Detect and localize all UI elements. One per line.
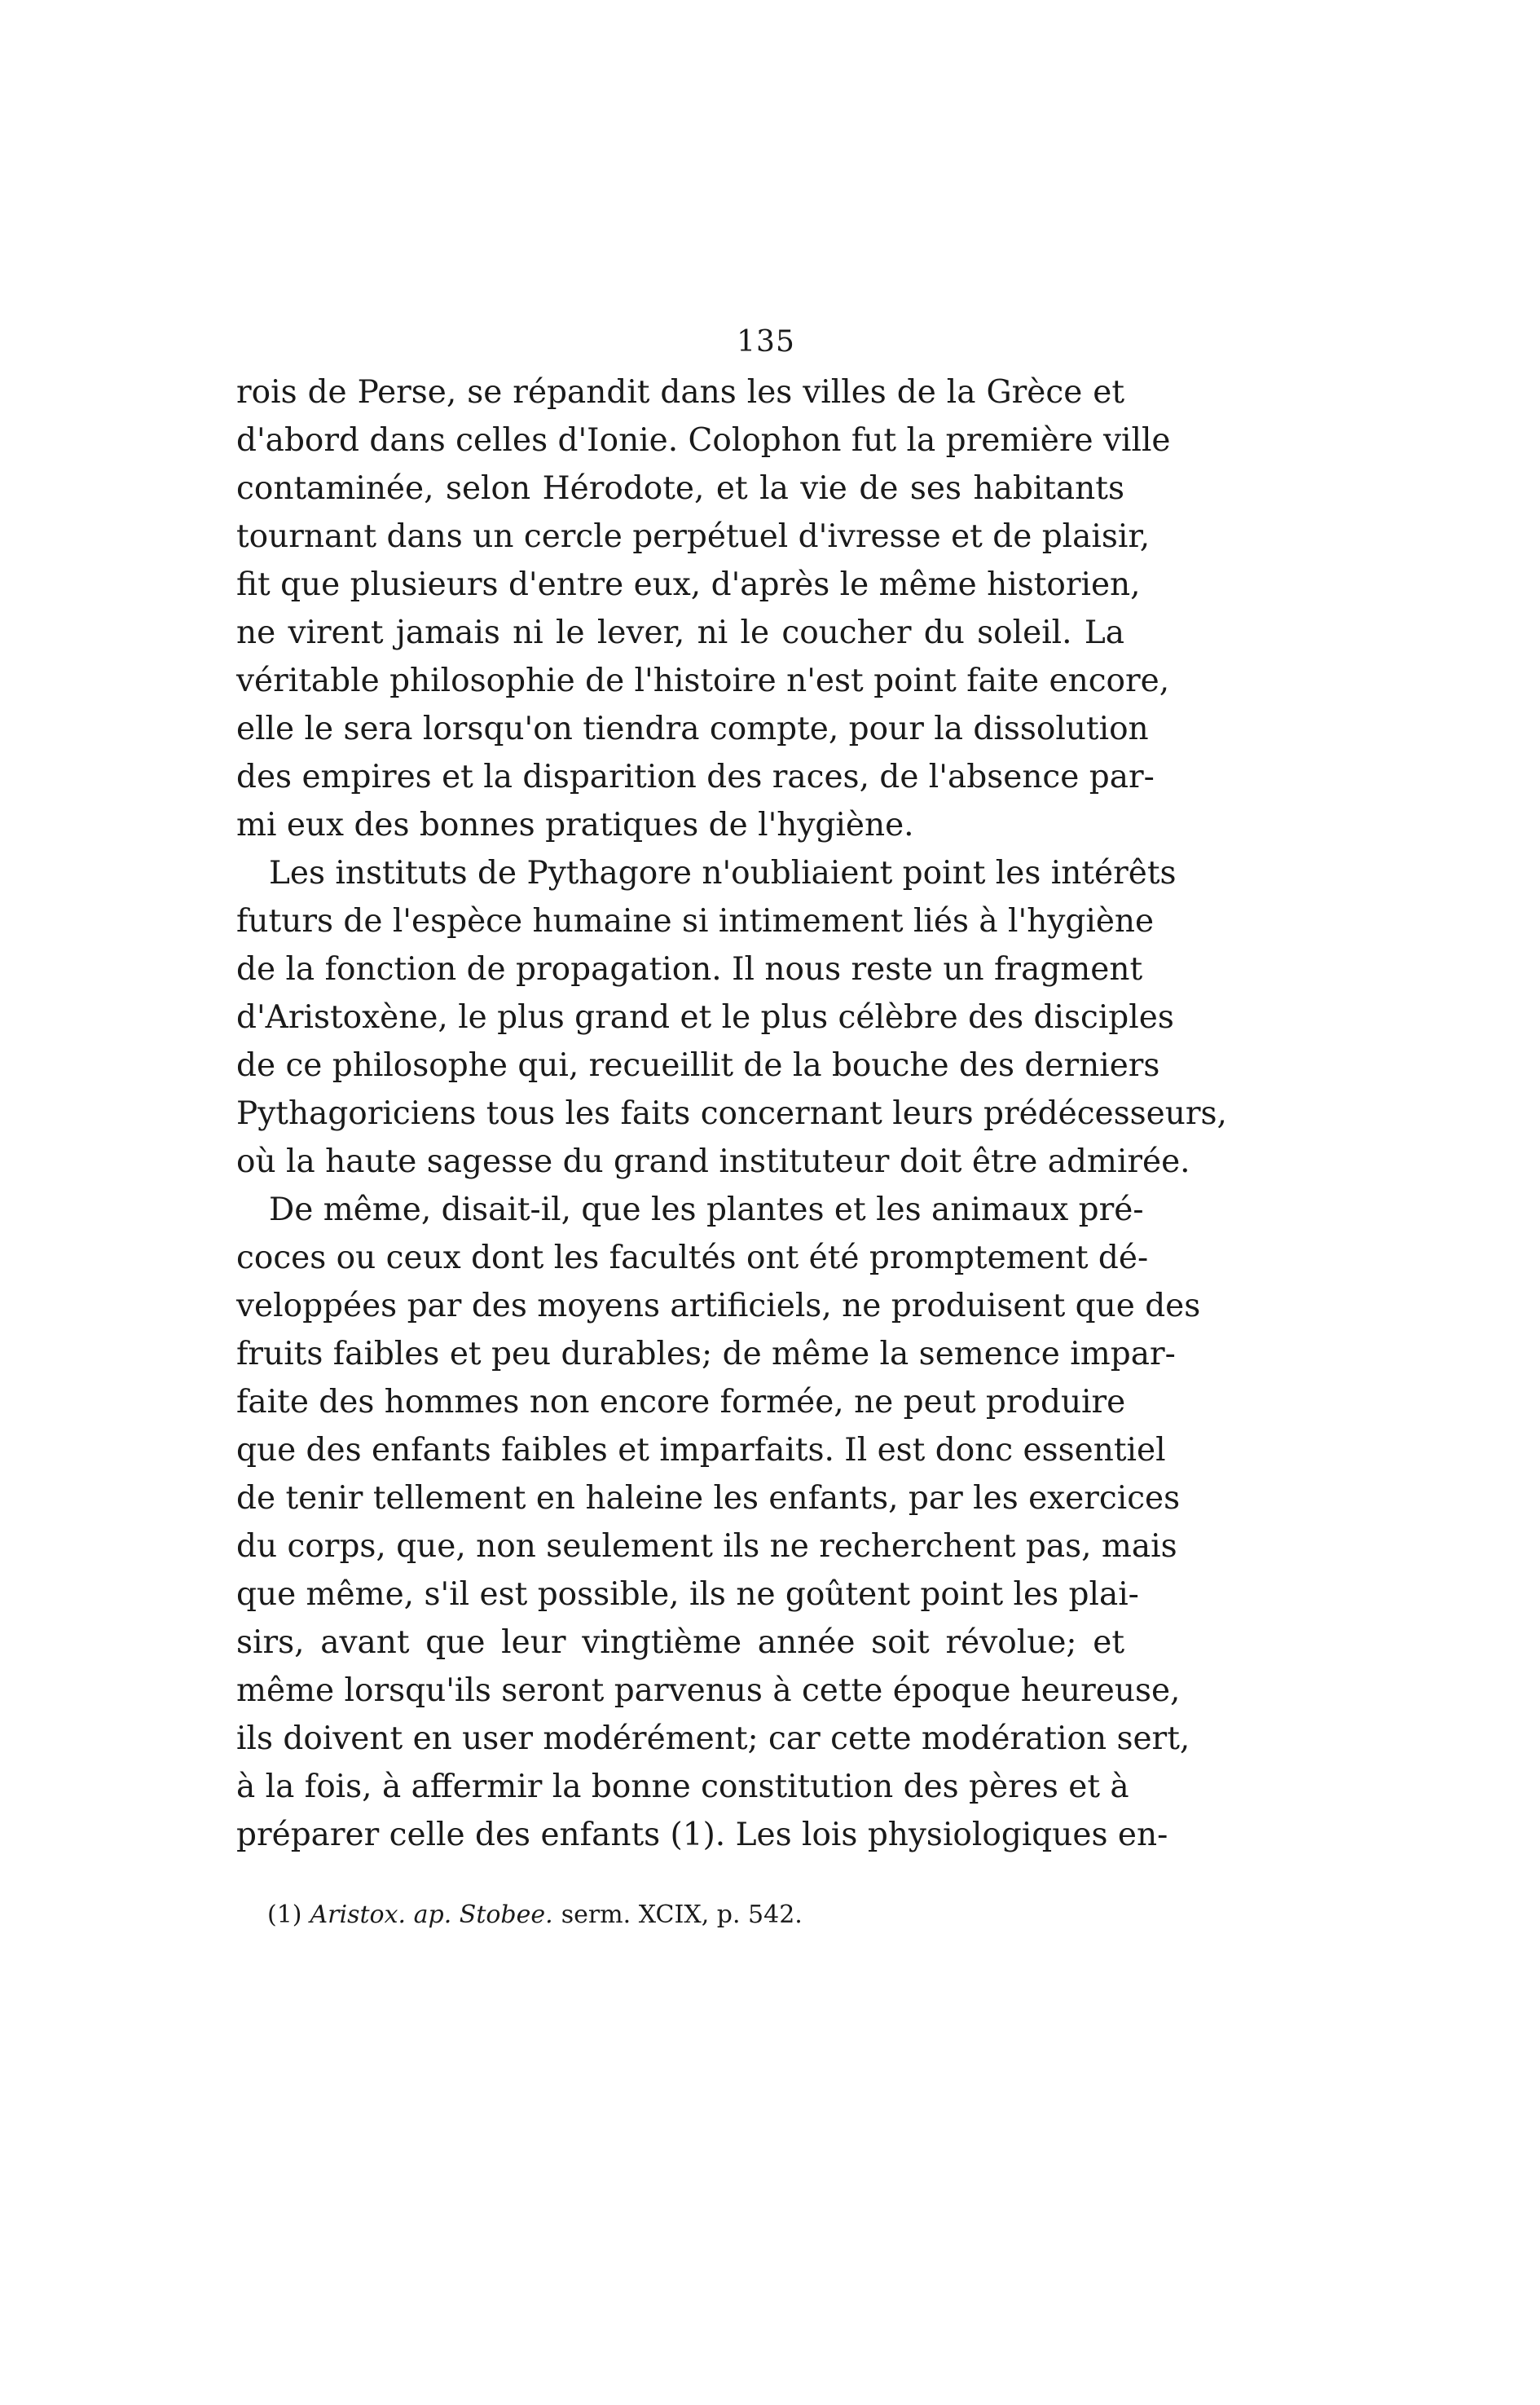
text-line: ne virent jamais ni le lever, ni le coucher du soleil. La bbox=[236, 614, 1124, 651]
text-line: mi eux des bonnes pratiques de l'hygiène. bbox=[236, 807, 914, 844]
paragraph-1 bbox=[236, 368, 1171, 849]
text-line: rois de Perse, se répandit dans les villes de la Grèce et bbox=[236, 374, 1124, 411]
page-number: 135 bbox=[737, 325, 795, 359]
text-line: des empires et la disparition des races, de l'absence par- bbox=[236, 759, 1155, 795]
text-line: que même, s'il est possible, ils ne goûtent point les plai- bbox=[236, 1576, 1139, 1613]
text-line: contaminée, selon Hérodote, et la vie de ses habitants bbox=[236, 470, 1124, 507]
text-line: tournant dans un cercle perpétuel d'ivresse et de plaisir, bbox=[236, 518, 1151, 555]
footnote-marker: (1) bbox=[267, 1901, 302, 1929]
paragraph-3 bbox=[236, 1186, 1201, 1859]
text-line: elle le sera lorsqu'on tiendra compte, pour la dissolution bbox=[236, 711, 1149, 747]
text-line: d'abord dans celles d'Ionie. Colophon fut la première ville bbox=[236, 422, 1171, 459]
text-line: de tenir tellement en haleine les enfants, par les exercices bbox=[236, 1480, 1181, 1517]
footnote-reference: serm. XCIX, p. 542. bbox=[561, 1901, 803, 1929]
text-line: fit que plusieurs d'entre eux, d'après le même historien, bbox=[236, 566, 1141, 603]
text-line: faite des hommes non encore formée, ne peut produire bbox=[236, 1384, 1126, 1421]
text-line: du corps, que, non seulement ils ne recherchent pas, mais bbox=[236, 1528, 1177, 1565]
text-line: véritable philosophie de l'histoire n'est point faite encore, bbox=[236, 663, 1170, 699]
footnote-author: Aristox. ap. Stobee. bbox=[310, 1901, 553, 1929]
body-text bbox=[236, 368, 1227, 1859]
text-line: de ce philosophe qui, recueillit de la bouche des derniers bbox=[236, 1047, 1160, 1084]
text-line: Les instituts de Pythagore n'oubliaient point les intérêts bbox=[269, 855, 1177, 892]
text-line: veloppées par des moyens artificiels, ne produisent que des bbox=[236, 1288, 1201, 1324]
paragraph-2 bbox=[236, 849, 1227, 1186]
text-line: même lorsqu'ils seront parvenus à cette époque heureuse, bbox=[236, 1672, 1181, 1709]
text-line: que des enfants faibles et imparfaits. Il est donc essentiel bbox=[236, 1432, 1166, 1469]
text-line: sirs, avant que leur vingtième année soit révolue; et bbox=[236, 1624, 1124, 1661]
text-line: ils doivent en user modérément; car cette modération sert, bbox=[236, 1720, 1190, 1757]
text-line: où la haute sagesse du grand instituteur doit être admirée. bbox=[236, 1143, 1190, 1180]
text-line: de la fonction de propagation. Il nous reste un fragment bbox=[236, 951, 1143, 988]
text-line: préparer celle des enfants (1). Les lois physiologiques en- bbox=[236, 1817, 1168, 1853]
footnote bbox=[267, 1899, 811, 1931]
text-line: fruits faibles et peu durables; de même la semence impar- bbox=[236, 1336, 1176, 1372]
text-line: De même, disait-il, que les plantes et les animaux pré- bbox=[269, 1191, 1144, 1228]
text-line: à la fois, à affermir la bonne constitution des pères et à bbox=[236, 1769, 1129, 1805]
text-line: Pythagoriciens tous les faits concernant leurs prédécesseurs, bbox=[236, 1095, 1227, 1132]
text-line: coces ou ceux dont les facultés ont été promptement dé- bbox=[236, 1240, 1149, 1276]
text-line: d'Aristoxène, le plus grand et le plus célèbre des disciples bbox=[236, 999, 1174, 1036]
text-line: futurs de l'espèce humaine si intimement liés à l'hygiène bbox=[236, 903, 1155, 940]
